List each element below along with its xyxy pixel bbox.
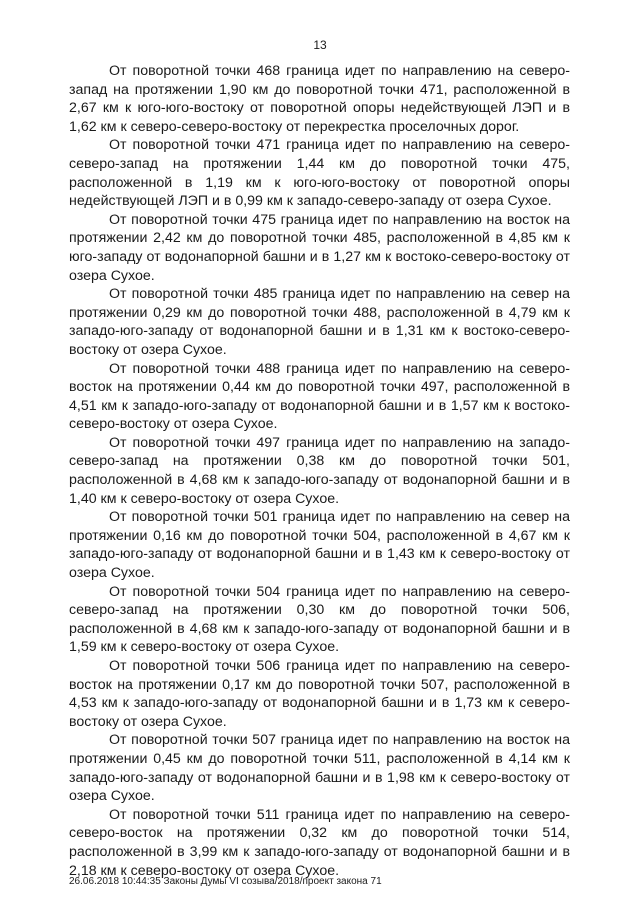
paragraph-point-485: От поворотной точки 485 граница идет по направлению на север на протяжении 0,29 км до поворотной точки 488, расположенной в 4,79 км к западо-юго-западу от водонапорной башни и в 1,31 км к востоко-северо-востоку от озера Сухое. <box>69 286 570 358</box>
paragraph-point-507: От поворотной точки 507 граница идет по направлению на восток на протяжении 0,45 км до поворотной точки 511, расположенной в 4,14 км к западо-юго-западу от водонапорной башни и в 1,98 км к северо-востоку от озера Сухое. <box>69 732 570 805</box>
paragraph-point-501: От поворотной точки 501 граница идет по направлению на север на протяжении 0,16 км до поворотной точки 504, расположенной в 4,67 км к западо-юго-западу от водонапорной башни и в 1,43 км к северо-востоку от озера Сухое. <box>69 509 570 582</box>
paragraph-point-471: От поворотной точки 471 граница идет по направлению на северо-северо-запад на протяжении 1,44 км до поворотной точки 475, расположенной в 1,19 км к юго-юго-востоку от поворотной опоры недействующей ЛЭП и в 0,99 км к западо-северо-западу от озера Сухое. <box>69 137 570 210</box>
document-body <box>69 62 570 880</box>
paragraph-point-504: От поворотной точки 504 граница идет по направлению на северо-северо-запад на протяжении 0,30 км до поворотной точки 506, расположенной в 4,68 км к западо-юго-западу от водонапорной башни и в 1,59 км к северо-востоку от озера Сухое. <box>69 583 570 656</box>
paragraph-point-468: От поворотной точки 468 граница идет по направлению на северо-запад на протяжении 1,90 км до поворотной точки 471, расположенной в 2,67 км к юго-юго-востоку от поворотной опоры недействующей ЛЭП и в 1,62 км к северо-северо-востоку от перекрестка проселочных дорог. <box>69 63 570 135</box>
paragraph-point-475: От поворотной точки 475 граница идет по направлению на восток на протяжении 2,42 км до поворотной точки 485, расположенной в 4,85 км к юго-западу от водонапорной башни и в 1,27 км к востоко-северо-востоку от озера Сухое. <box>69 211 570 284</box>
page-number: 13 <box>313 38 327 52</box>
paragraph-point-488: От поворотной точки 488 граница идет по направлению на северо-восток на протяжении 0,44 км до поворотной точки 497, расположенной в 4,51 км к западо-юго-западу от водонапорной башни и в 1,57 км к востоко-северо-востоку от озера Сухое. <box>69 360 570 433</box>
paragraph-point-506: От поворотной точки 506 граница идет по направлению на северо-восток на протяжении 0,17 км до поворотной точки 507, расположенной в 4,53 км к западо-юго-западу от водонапорной башни и в 1,73 км к северо-востоку от озера Сухое. <box>69 658 570 730</box>
paragraph-point-497: От поворотной точки 497 граница идет по направлению на западо-северо-запад на протяжении 0,38 км до поворотной точки 501, расположенной в 4,68 км к западо-юго-западу от водонапорной башни и в 1,40 км к северо-востоку от озера Сухое. <box>69 434 570 507</box>
paragraph-point-511: От поворотной точки 511 граница идет по направлению на северо-северо-восток на протяжении 0,32 км до поворотной точки 514, расположенной в 3,99 км к западо-юго-западу от водонапорной башни и в 2,18 км к северо-востоку от озера Сухое. <box>69 806 570 879</box>
document-footer: 26.06.2018 10:44:35 Законы Думы VI созыва/2018/проект закона 71 <box>69 876 382 887</box>
